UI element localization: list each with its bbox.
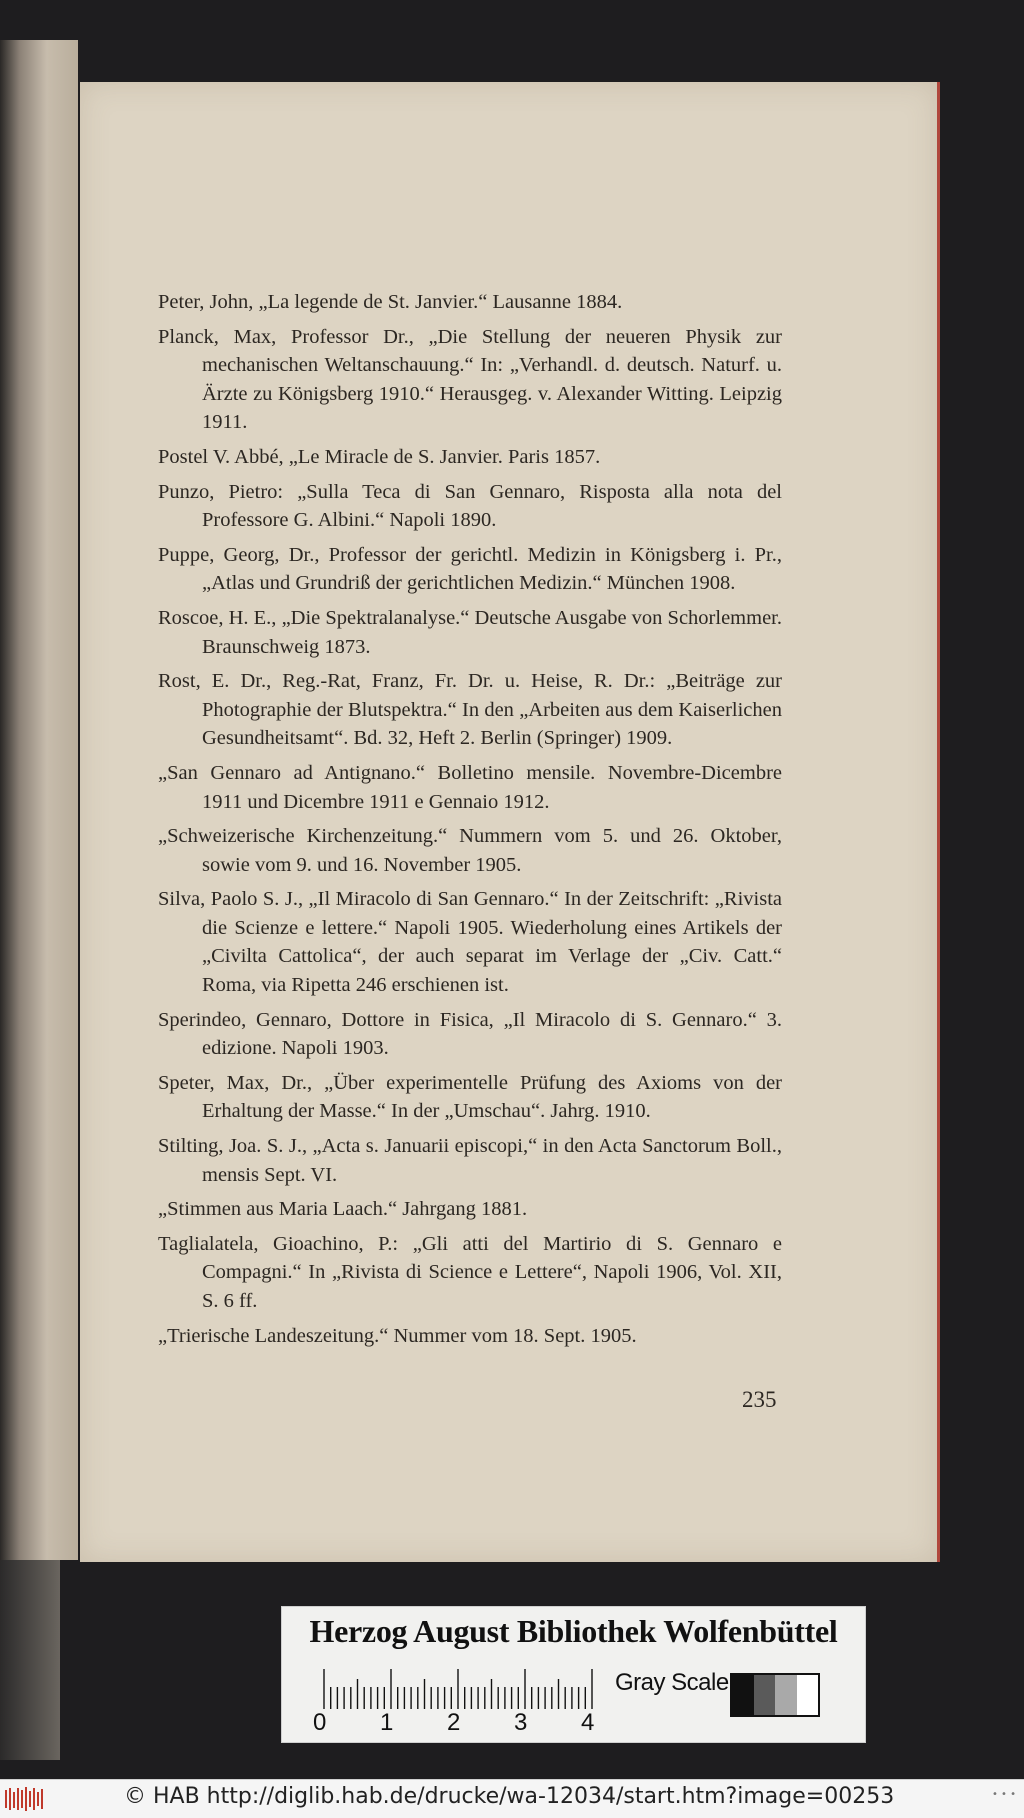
gray-scale-swatches [730,1673,820,1717]
card-title: Herzog August Bibliothek Wolfenbüttel [309,1613,838,1649]
gray-swatch [754,1675,776,1715]
page-number: 235 [742,1387,777,1412]
bibliography-entry: „Schweizerische Kirchenzeitung.“ Nummern vom 5. und 26. Oktober, sowie vom 9. und 16. November 1905. [158,825,782,876]
bibliography-entry: „San Gennaro ad Antignano.“ Bolletino mensile. Novembre-Dicembre 1911 und Dicembre 1911 e Gennaio 1912. [158,761,782,813]
bibliography-entry: Roscoe, H. E., „Die Spektralanalyse.“ Deutsche Ausgabe von Schorlemmer. Braunschweig 1873. [158,606,782,658]
bibliography-entry: Silva, Paolo S. J., „Il Miracolo di San Gennaro.“ In der Zeitschrift: „Rivista die Scienze e lettere.“ Napoli 1905. Wiederholung eines Artikels der „Civilta Cattolica“, der auch separat im Verlage der „Civ. Catt.“ Roma, via Ripetta 246 erschienen ist. [158,888,782,997]
bibliography-entry: Peter, John, „La legende de St. Janvier.“ Lausanne 1884. [158,291,623,313]
footer-dots: • • • [991,1789,1016,1800]
gray-swatch [732,1675,754,1715]
ruler-label: 3 [514,1709,528,1736]
ruler-label: 0 [313,1709,327,1736]
ruler-label: 1 [380,1709,394,1736]
bibliography-entry: Taglialatela, Gioachino, P.: „Gli atti del Martirio di S. Gennaro e Compagni.“ In „Rivista di Science e Lettere“, Napoli 1906, Vol. XII, S. 6 ff. [158,1232,782,1312]
left-page-edge [0,40,78,1560]
bibliography-entry: Planck, Max, Professor Dr., „Die Stellung der neueren Physik zur mechanischen Weltanschauung.“ In: „Verhandl. d. deutsch. Naturf. u. Ärzte zu Königsberg 1910.“ Herausgeg. v. Alexander Witting. Leipzig 1911. [158,325,782,434]
hab-logo-icon [4,1786,46,1812]
footer-bar [0,1779,1024,1818]
ruler-scale [320,1667,600,1709]
bibliography-list [158,288,782,1350]
ruler-labels [313,1709,613,1737]
ruler-label: 2 [447,1709,461,1736]
bibliography-entry: „Trierische Landeszeitung.“ Nummer vom 18. Sept. 1905. [158,1324,637,1347]
color-calibration-card [281,1606,866,1743]
gray-swatch [797,1675,819,1715]
bibliography-entry: Postel V. Abbé, „Le Miracle de S. Janvier. Paris 1857. [158,445,601,468]
bibliography-entry: „Stimmen aus Maria Laach.“ Jahrgang 1881. [158,1198,528,1221]
bibliography-entry: Speter, Max, Dr., „Über experimentelle Prüfung des Axioms von der Erhaltung der Masse.“ In der „Umschau“. Jahrg. 1910. [158,1071,782,1123]
gray-swatch [775,1675,797,1715]
left-page-lower-edge [0,1560,60,1760]
bibliography-entry: Stilting, Joa. S. J., „Acta s. Januarii episcopi,“ in den Acta Sanctorum Boll., mensis Sept. VI. [158,1135,782,1186]
bibliography-entry: Rost, E. Dr., Reg.-Rat, Franz, Fr. Dr. u. Heise, R. Dr.: „Beiträge zur Photographie der Blutspektra.“ In den „Arbeiten aus dem Kaiserlichen Gesundheitsamt“. Bd. 32, Heft 2. Berlin (Springer) 1909. [158,670,782,750]
gray-scale-label: Gray Scale [615,1669,729,1696]
copyright-url[interactable]: © HAB http://diglib.hab.de/drucke/wa-12034/start.htm?image=00253 [124,1784,895,1809]
bibliography-entry: Puppe, Georg, Dr., Professor der gerichtl. Medizin in Königsberg i. Pr., „Atlas und Grundriß der gerichtlichen Medizin.“ München 1908. [158,543,782,595]
bibliography-entry: Punzo, Pietro: „Sulla Teca di San Gennaro, Risposta alla nota del Professore G. Albini.“ Napoli 1890. [158,480,782,532]
ruler-label: 4 [581,1709,595,1736]
bibliography-entry: Sperindeo, Gennaro, Dottore in Fisica, „Il Miracolo di S. Gennaro.“ 3. edizione. Napoli 1903. [158,1008,782,1060]
